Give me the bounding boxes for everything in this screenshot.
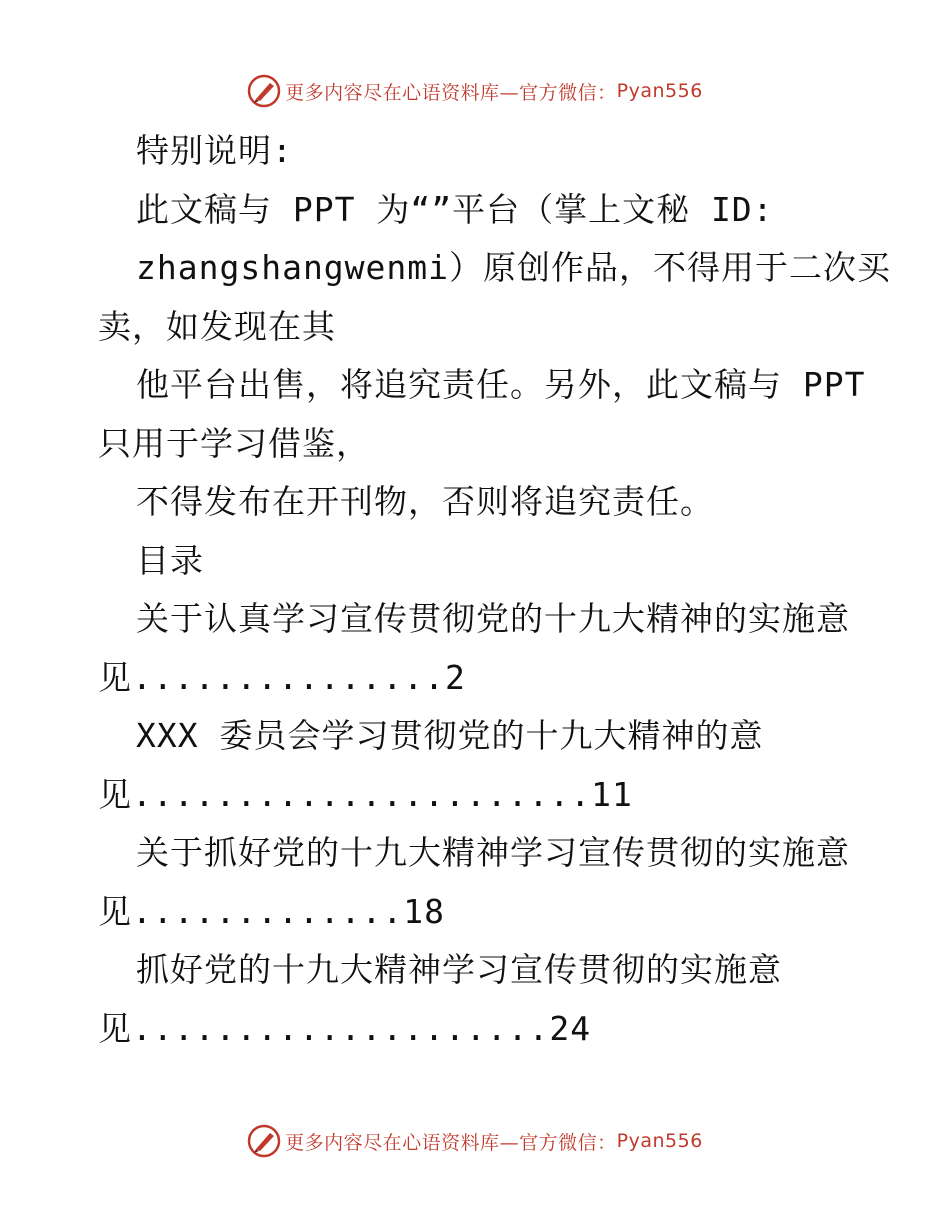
toc-entry-page-line[interactable] <box>98 1000 858 1059</box>
pen-logo-icon <box>247 74 281 108</box>
toc-entry-page-line[interactable] <box>98 649 858 708</box>
toc-entry-title[interactable]: 关于抓好党的十九大精神学习宣传贯彻的实施意 <box>136 833 850 872</box>
pen-logo-icon <box>247 1124 281 1158</box>
notice-line: 只用于学习借鉴， <box>98 423 370 463</box>
notice-line: 卖，如发现在其 <box>98 306 336 346</box>
notice-line: 此文稿与 PPT 为“”平台（掌上文秘 ID: <box>136 189 774 229</box>
toc-leader: 见.................... <box>98 1008 550 1048</box>
header-watermark <box>0 74 950 108</box>
notice-title: 特别说明: <box>136 131 293 170</box>
toc-entry-title[interactable]: 抓好党的十九大精神学习宣传贯彻的实施意 <box>136 950 782 989</box>
toc-leader: 见............... <box>98 657 446 697</box>
toc-page-number: 2 <box>445 657 466 697</box>
toc-title: 目录 <box>136 540 204 580</box>
toc-page-number: 18 <box>403 891 446 931</box>
notice-line: zhangshangwenmi）原创作品，不得用于二次买 <box>136 248 892 287</box>
toc-entry-page-line[interactable] <box>98 766 858 825</box>
watermark-text: 更多内容尽在心语资料库—官方微信： <box>285 1131 617 1154</box>
watermark-wechat-id: Pyan556 <box>616 80 703 102</box>
watermark-text: 更多内容尽在心语资料库—官方微信： <box>285 81 617 104</box>
notice-line: 不得发布在开刊物，否则将追究责任。 <box>136 482 714 521</box>
toc-leader: 见............. <box>98 891 404 931</box>
notice-line: 他平台出售，将追究责任。另外，此文稿与 PPT <box>136 365 866 404</box>
toc-entry-title[interactable]: 关于认真学习宣传贯彻党的十九大精神的实施意 <box>136 599 850 638</box>
toc-leader: 见...................... <box>98 774 592 814</box>
footer-watermark <box>0 1124 950 1158</box>
toc-entry-page-line[interactable] <box>98 883 858 942</box>
toc-entry-title[interactable]: XXX 委员会学习贯彻党的十九大精神的意 <box>136 716 764 755</box>
toc-page-number: 11 <box>591 774 633 814</box>
watermark-wechat-id: Pyan556 <box>616 1130 703 1152</box>
toc-page-number: 24 <box>549 1008 592 1048</box>
document-body <box>98 122 892 1058</box>
